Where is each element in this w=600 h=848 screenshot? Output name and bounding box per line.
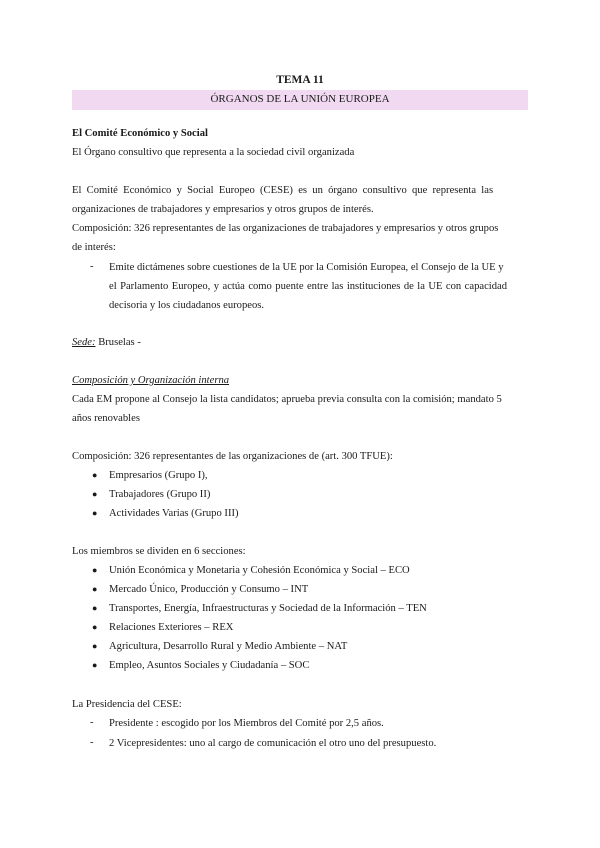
organization-line: Cada EM propone al Consejo la lista candidatos; aprueba previa consulta con la comisión; mandato 5 xyxy=(72,394,502,405)
section-heading-cese: El Comité Económico y Social xyxy=(72,128,208,139)
intro-text: El Órgano consultivo que representa a la sociedad civil organizada xyxy=(72,147,355,158)
list-item: Empleo, Asuntos Sociales y Ciudadanía – SOC xyxy=(109,660,310,671)
dash-item-line: decisoria y los ciudadanos europeos. xyxy=(109,300,265,311)
list-item: 2 Vicepresidentes: uno al cargo de comunicación el otro uno del presupuesto. xyxy=(109,738,437,749)
list-item: Relaciones Exteriores – REX xyxy=(109,622,234,633)
bullet-icon: ● xyxy=(92,489,98,499)
sede-label: Sede: xyxy=(72,337,96,348)
list-item: Agricultura, Desarrollo Rural y Medio Ambiente – NAT xyxy=(109,641,348,652)
bullet-icon: ● xyxy=(92,660,98,670)
sections-intro: Los miembros se dividen en 6 secciones: xyxy=(72,546,246,557)
organization-line: años renovables xyxy=(72,413,140,424)
bullet-icon: ● xyxy=(92,641,98,651)
bullet-icon: ● xyxy=(92,603,98,613)
list-item: Presidente : escogido por los Miembros del Comité por 2,5 años. xyxy=(109,718,384,729)
composition-intro: Composición: 326 representantes de las organizaciones de (art. 300 TFUE): xyxy=(72,451,393,462)
paragraph-line: El Comité Económico y Social Europeo (CESE) es un órgano consultivo que representa las xyxy=(72,185,494,196)
dash-item-line: Emite dictámenes sobre cuestiones de la UE por la Comisión Europea, el Consejo de la UE y xyxy=(109,262,504,273)
list-item: Mercado Único, Producción y Consumo – INT xyxy=(109,584,309,595)
list-item: Trabajadores (Grupo II) xyxy=(109,489,211,500)
paragraph-line: organizaciones de trabajadores y empresarios y otros grupos de interés. xyxy=(72,204,374,215)
dash-marker: - xyxy=(90,717,94,728)
bullet-icon: ● xyxy=(92,565,98,575)
page-title: TEMA 11 xyxy=(276,74,324,86)
bullet-icon: ● xyxy=(92,508,98,518)
bullet-icon: ● xyxy=(92,622,98,632)
list-item: Actividades Varias (Grupo III) xyxy=(109,508,239,519)
sede-line xyxy=(72,336,141,350)
composition-line: Composición: 326 representantes de las organizaciones de trabajadores y empresarios y otros grupos xyxy=(72,223,499,234)
sede-value: Bruselas - xyxy=(98,337,141,348)
dash-marker: - xyxy=(90,261,94,272)
page-subtitle: ÓRGANOS DE LA UNIÓN EUROPEA xyxy=(210,93,390,105)
list-item: Transportes, Energía, Infraestructuras y Sociedad de la Información – TEN xyxy=(109,603,427,614)
list-item: Unión Económica y Monetaria y Cohesión Económica y Social – ECO xyxy=(109,565,410,576)
bullet-icon: ● xyxy=(92,470,98,480)
list-item: Empresarios (Grupo I), xyxy=(109,470,208,481)
dash-item-line: el Parlamento Europeo, y actúa como puente entre las instituciones de la UE con capacidad xyxy=(109,281,508,292)
organization-heading: Composición y Organización interna xyxy=(72,375,230,386)
bullet-icon: ● xyxy=(92,584,98,594)
dash-marker: - xyxy=(90,737,94,748)
composition-line: de interés: xyxy=(72,242,116,253)
presidency-intro: La Presidencia del CESE: xyxy=(72,699,182,710)
